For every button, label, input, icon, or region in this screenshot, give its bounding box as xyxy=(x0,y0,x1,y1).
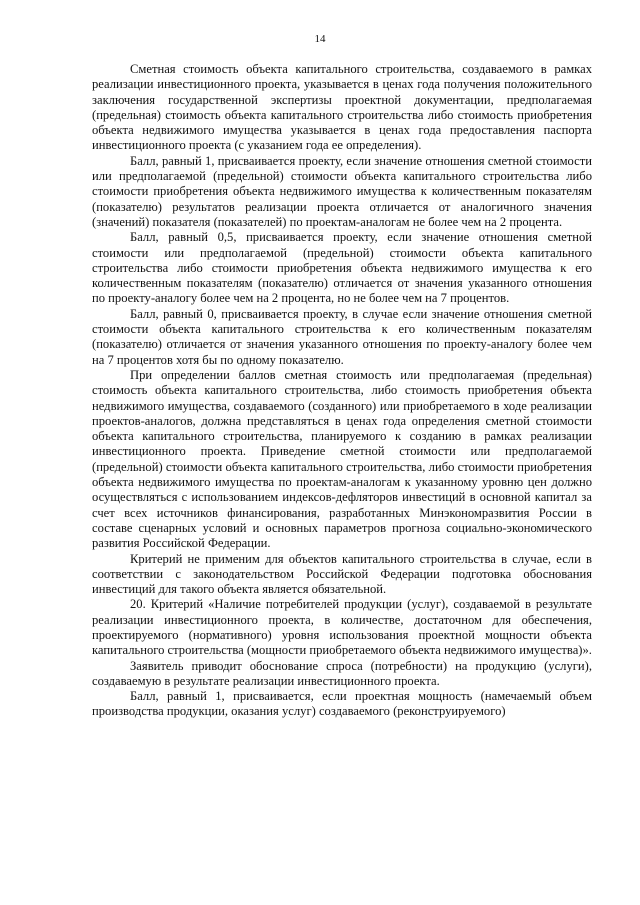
page-number: 14 xyxy=(314,33,326,45)
paragraph-criterion-20: 20. Критерий «Наличие потребителей продукции (услуг), создаваемой в результате реализации инвестиционного проекта, в количестве, достаточном для обеспечения, проектируемого (нормативного) уровня использования проектной мощности объекта капитального строительства (мощности приобретаемого объекта недвижимого имущества)». xyxy=(92,597,592,658)
paragraph-score-1: Балл, равный 1, присваивается проекту, если значение отношения сметной стоимости или предполагаемой (предельной) стоимости объекта капитального строительства либо стоимости приобретения объекта недвижимого имущества к количественным показателям (показателю) результатов реализации проекта отличается от аналогичного значения (значений) показателя (показателей) по проектам-аналогам не более чем на 2 процента. xyxy=(92,153,592,229)
paragraph-score-0: Балл, равный 0, присваивается проекту, в случае если значение отношения сметной стоимости объекта капитального строительства к его количественным показателям (показателю) отличается от значения указанного отношения по проекту-аналогу более чем на 7 процентов хотя бы по одному показателю. xyxy=(92,306,592,367)
paragraph-score-0-5: Балл, равный 0,5, присваивается проекту, если значение отношения сметной стоимости или предполагаемой (предельной) стоимости объекта капитального строительства либо стоимости приобретения объекта недвижимого имущества к его количественным показателям (показателю) отличается от значения указанного отношения по проекту-аналогу более чем на 2 процента, но не более чем на 7 процентов. xyxy=(92,230,592,306)
paragraph-estimated-cost: Сметная стоимость объекта капитального строительства, создаваемого в рамках реализации инвестиционного проекта, указывается в ценах года получения положительного заключения государственной экспертизы проектной документации, предполагаемая (предельная) стоимость объекта капитального строительства либо стоимость приобретения объекта недвижимого имущества указывается в ценах года предоставления паспорта инвестиционного проекта (с указанием года ее определения). xyxy=(92,62,592,153)
paragraph-score-determination: При определении баллов сметная стоимость или предполагаемая (предельная) стоимость объекта капитального строительства, либо стоимость приобретения объекта недвижимого имущества, создаваемого (созданного) или приобретаемого в ходе реализации проектов-аналогов, должна представляться в ценах года определения сметной стоимости объекта капитального строительства, планируемого к созданию в рамках реализации инвестиционного проекта. Приведение сметной стоимости или предполагаемой (предельной) стоимости объекта капитального строительства, либо стоимости приобретения объекта недвижимого имущества по проектам-аналогам к указанному уровню цен должно осуществляться с использованием индексов-дефляторов инвестиций в основной капитал за счет всех источников финансирования, разработанных Минэкономразвития России в составе сценарных условий и основных параметров прогноза социально-экономического развития Российской Федерации. xyxy=(92,367,592,551)
paragraph-score-1-capacity: Балл, равный 1, присваивается, если проектная мощность (намечаемый объем производства продукции, оказания услуг) создаваемого (реконструируемого) xyxy=(92,689,592,719)
paragraph-applicant-justification: Заявитель приводит обоснование спроса (потребности) на продукцию (услуги), создаваемую в результате реализации инвестиционного проекта. xyxy=(92,658,592,688)
document-body xyxy=(92,62,592,720)
paragraph-criterion-not-applicable: Критерий не применим для объектов капитального строительства в случае, если в соответствии с законодательством Российской Федерации подготовка обоснования инвестиций для такого объекта является обязательной. xyxy=(92,551,592,597)
